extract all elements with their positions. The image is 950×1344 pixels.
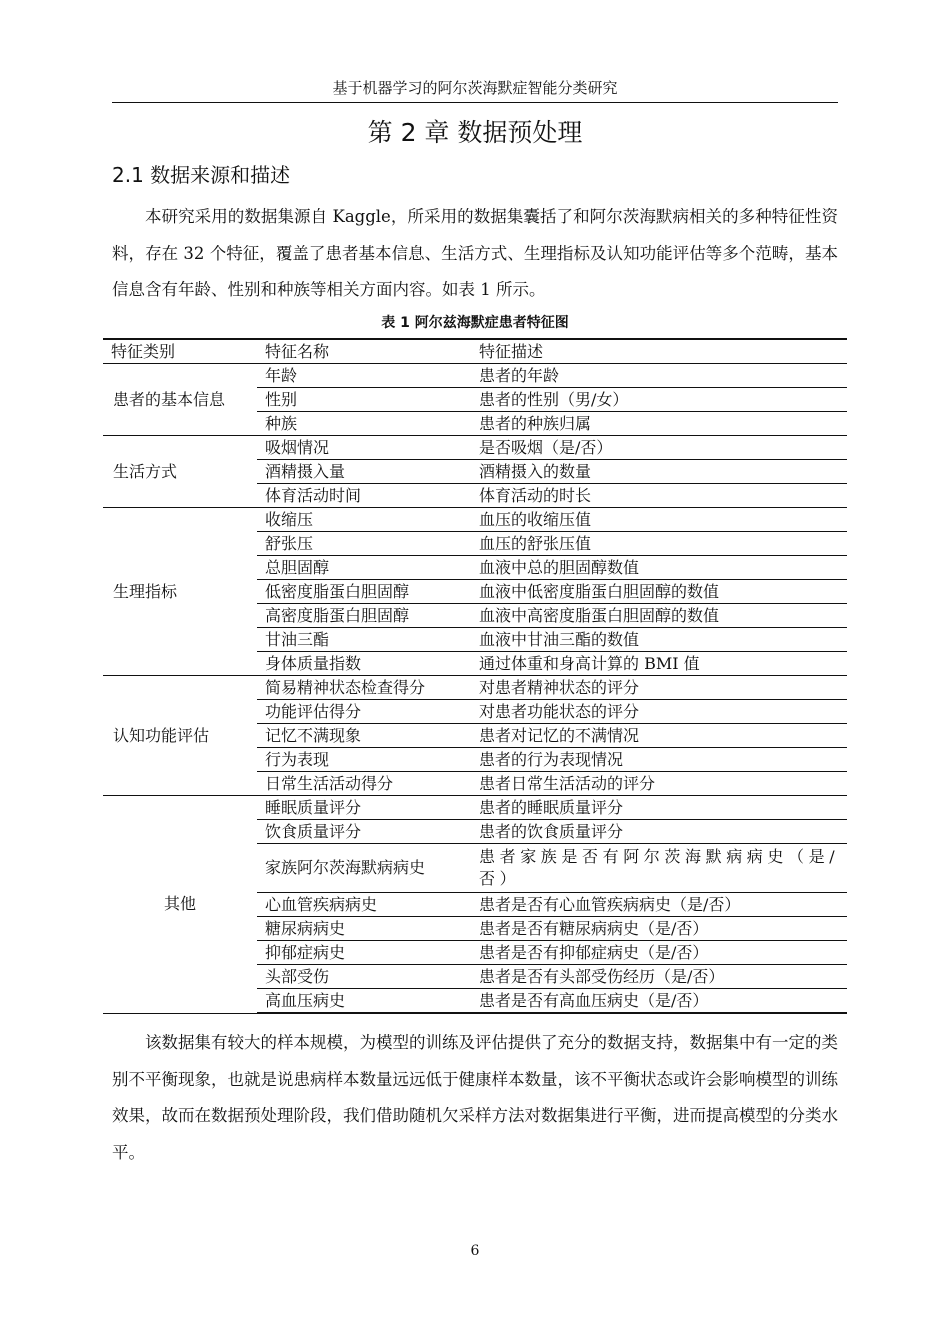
- feature-desc-cell: 患者对记忆的不满情况: [471, 724, 847, 748]
- feature-name-cell: 种族: [257, 412, 471, 436]
- feature-desc-cell: 患者的饮食质量评分: [471, 820, 847, 844]
- feature-name-cell: 糖尿病病史: [257, 917, 471, 941]
- feature-desc-cell: 血液中低密度脂蛋白胆固醇的数值: [471, 580, 847, 604]
- feature-name-cell: 高血压病史: [257, 989, 471, 1014]
- feature-name-cell: 低密度脂蛋白胆固醇: [257, 580, 471, 604]
- feature-name-cell: 身体质量指数: [257, 652, 471, 676]
- feature-name-cell: 总胆固醇: [257, 556, 471, 580]
- feature-desc-cell: 血压的收缩压值: [471, 508, 847, 532]
- header-description: 特征描述: [471, 339, 847, 364]
- feature-desc-cell: 患者的行为表现情况: [471, 748, 847, 772]
- header-category: 特征类别: [103, 339, 257, 364]
- feature-name-cell: 年龄: [257, 364, 471, 388]
- section-heading: 2.1 数据来源和描述: [112, 163, 291, 187]
- feature-name-cell: 性别: [257, 388, 471, 412]
- feature-desc-cell: 体育活动的时长: [471, 484, 847, 508]
- feature-name-cell: 抑郁症病史: [257, 941, 471, 965]
- header-name: 特征名称: [257, 339, 471, 364]
- feature-desc-cell: 患者的性别（男/女）: [471, 388, 847, 412]
- table-row: [103, 676, 847, 700]
- category-cell: 生活方式: [103, 436, 257, 508]
- feature-name-cell: 酒精摄入量: [257, 460, 471, 484]
- category-cell: 患者的基本信息: [103, 364, 257, 436]
- feature-name-cell: 睡眠质量评分: [257, 796, 471, 820]
- feature-name-cell: 舒张压: [257, 532, 471, 556]
- table-row: [103, 436, 847, 460]
- intro-paragraph: 本研究采用的数据集源自 Kaggle，所采用的数据集囊括了和阿尔茨海默病相关的多种特征性资料，存在 32 个特征，覆盖了患者基本信息、生活方式、生理指标及认知功能评估等多个范畴，基本信息含有年龄、性别和种族等相关方面内容。如表 1 所示。: [112, 207, 838, 299]
- feature-desc-cell: 患者是否有高血压病史（是/否）: [471, 989, 847, 1014]
- page-number: 6: [470, 1243, 480, 1259]
- feature-desc-cell: 血压的舒张压值: [471, 532, 847, 556]
- table-caption: 表 1 阿尔兹海默症患者特征图: [381, 315, 569, 331]
- feature-name-cell: 收缩压: [257, 508, 471, 532]
- feature-name-cell: 吸烟情况: [257, 436, 471, 460]
- feature-desc-cell: 血液中高密度脂蛋白胆固醇的数值: [471, 604, 847, 628]
- chapter-title: 第 2 章 数据预处理: [367, 118, 583, 147]
- header-rule: [112, 102, 838, 103]
- feature-desc-cell: 患者的睡眠质量评分: [471, 796, 847, 820]
- running-header: 基于机器学习的阿尔茨海默症智能分类研究: [332, 79, 618, 97]
- feature-desc-cell: 酒精摄入的数量: [471, 460, 847, 484]
- feature-desc-cell: 血液中甘油三酯的数值: [471, 628, 847, 652]
- table-row: [103, 508, 847, 532]
- category-cell: 其他: [103, 796, 257, 1014]
- feature-desc-cell: 对患者功能状态的评分: [471, 700, 847, 724]
- feature-name-cell: 行为表现: [257, 748, 471, 772]
- feature-name-cell: 甘油三酯: [257, 628, 471, 652]
- feature-desc-cell: 血液中总的胆固醇数值: [471, 556, 847, 580]
- feature-name-cell: 家族阿尔茨海默病病史: [257, 844, 471, 893]
- feature-table: [103, 338, 847, 1014]
- feature-desc-cell: 患者是否有糖尿病病史（是/否）: [471, 917, 847, 941]
- feature-name-cell: 头部受伤: [257, 965, 471, 989]
- feature-desc-cell: 是否吸烟（是/否）: [471, 436, 847, 460]
- feature-name-cell: 简易精神状态检查得分: [257, 676, 471, 700]
- table-row: [103, 796, 847, 820]
- balance-paragraph: 该数据集有较大的样本规模，为模型的训练及评估提供了充分的数据支持，数据集中有一定的类别不平衡现象，也就是说患病样本数量远远低于健康样本数量，该不平衡状态或许会影响模型的训练效果，故而在数据预处理阶段，我们借助随机欠采样方法对数据集进行平衡，进而提高模型的分类水平。: [112, 1033, 838, 1162]
- feature-desc-cell: 患者的种族归属: [471, 412, 847, 436]
- feature-desc-cell: 通过体重和身高计算的 BMI 值: [471, 652, 847, 676]
- feature-name-cell: 记忆不满现象: [257, 724, 471, 748]
- feature-name-cell: 功能评估得分: [257, 700, 471, 724]
- feature-desc-cell: 对患者精神状态的评分: [471, 676, 847, 700]
- table-row: [103, 364, 847, 388]
- feature-name-cell: 心血管疾病病史: [257, 893, 471, 917]
- feature-desc-cell: 患者是否有头部受伤经历（是/否）: [471, 965, 847, 989]
- feature-desc-cell: 患者日常生活活动的评分: [471, 772, 847, 796]
- feature-desc-cell: 患者是否有心血管疾病病史（是/否）: [471, 893, 847, 917]
- category-cell: 生理指标: [103, 508, 257, 676]
- feature-name-cell: 日常生活活动得分: [257, 772, 471, 796]
- feature-desc-cell: 患者家族是否有阿尔茨海默病病史（是/否）: [471, 844, 847, 893]
- feature-desc-cell: 患者的年龄: [471, 364, 847, 388]
- feature-desc-cell: 患者是否有抑郁症病史（是/否）: [471, 941, 847, 965]
- feature-name-cell: 高密度脂蛋白胆固醇: [257, 604, 471, 628]
- table-header-row: [103, 339, 847, 364]
- category-cell: 认知功能评估: [103, 676, 257, 796]
- feature-name-cell: 体育活动时间: [257, 484, 471, 508]
- feature-name-cell: 饮食质量评分: [257, 820, 471, 844]
